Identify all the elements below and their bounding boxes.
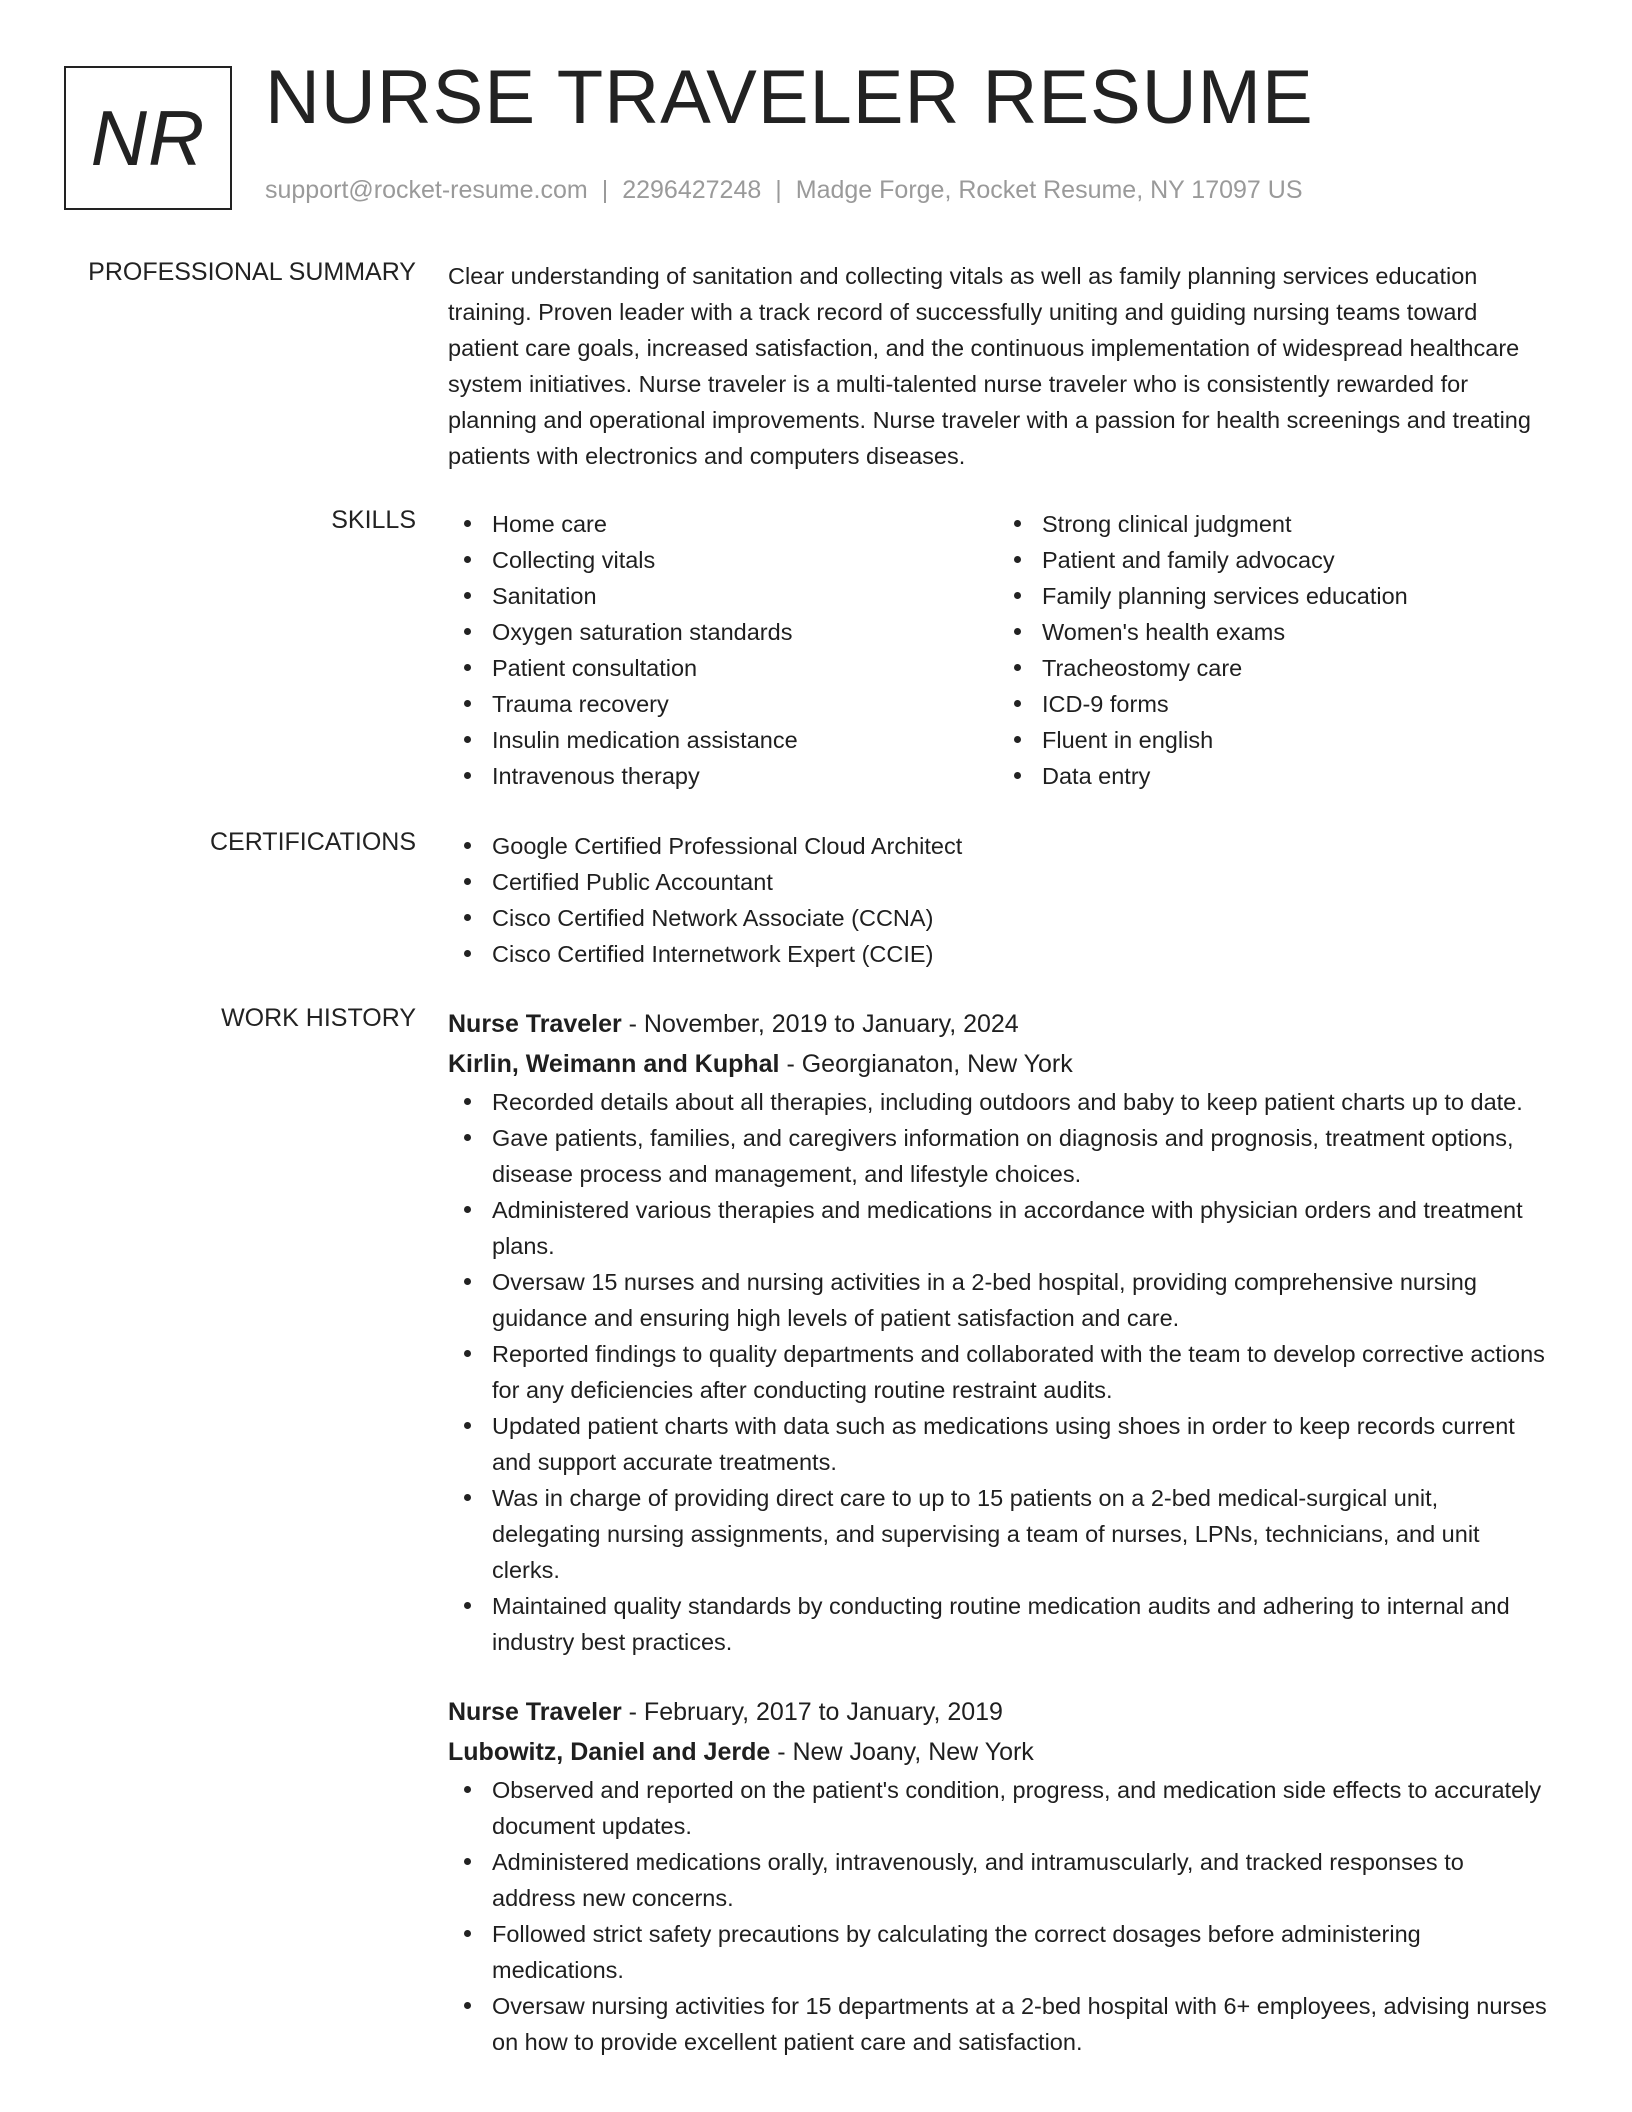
job-duty: Reported findings to quality departments and collaborated with the team to develop corrective actions for any deficiencies after conducting routine restraint audits.: [448, 1336, 1548, 1408]
job-company: Lubowitz, Daniel and Jerde: [448, 1738, 771, 1766]
resume-title: NURSE TRAVELER RESUME: [265, 55, 1314, 140]
job-title-line: [448, 1004, 1548, 1044]
job-title: Nurse Traveler: [448, 1010, 622, 1038]
certification-item: Google Certified Professional Cloud Architect: [448, 828, 1548, 864]
skills-list-left: [448, 506, 998, 794]
skills-list-right: [998, 506, 1548, 794]
skill-item: Intravenous therapy: [448, 758, 998, 794]
job-title-line: [448, 1692, 1548, 1732]
section-label-certifications: CERTIFICATIONS: [209, 828, 416, 856]
summary-text: Clear understanding of sanitation and collecting vitals as well as family planning services education training. Proven leader with a track record of successfully uniting and guiding nursing teams toward patient care goals, increased satisfaction, and the continuous implementation of widespread healthcare system initiatives. Nurse traveler is a multi-talented nurse traveler who is consistently rewarded for planning and operational improvements. Nurse traveler with a passion for health screenings and treating patients with electronics and computers diseases.: [448, 263, 1531, 469]
job-duties-list: [448, 1084, 1548, 1660]
certification-item: Cisco Certified Network Associate (CCNA): [448, 900, 1548, 936]
skill-item: Patient and family advocacy: [998, 542, 1548, 578]
skill-item: Collecting vitals: [448, 542, 998, 578]
skill-item: Oxygen saturation standards: [448, 614, 998, 650]
skill-item: Data entry: [998, 758, 1548, 794]
skill-item: Women's health exams: [998, 614, 1548, 650]
contact-separator: |: [775, 176, 782, 204]
skill-item: Fluent in english: [998, 722, 1548, 758]
contact-separator: |: [601, 176, 609, 204]
job-dates: - February, 2017 to January, 2019: [621, 1698, 1003, 1726]
job-entry: [448, 1004, 1548, 1660]
job-duty: Administered various therapies and medications in accordance with physician orders and treatment plans.: [448, 1192, 1548, 1264]
job-entry: [448, 1692, 1548, 2060]
skill-item: ICD-9 forms: [998, 686, 1548, 722]
job-location: - New Joany, New York: [770, 1738, 1034, 1766]
job-duty: Observed and reported on the patient's condition, progress, and medication side effects to accurately document updates.: [448, 1772, 1548, 1844]
skill-item: Trauma recovery: [448, 686, 998, 722]
skill-item: Home care: [448, 506, 998, 542]
contact-address: Madge Forge, Rocket Resume, NY 17097 US: [795, 176, 1303, 204]
job-duty: Oversaw 15 nurses and nursing activities in a 2-bed hospital, providing comprehensive nursing guidance and ensuring high levels of patient satisfaction and care.: [448, 1264, 1548, 1336]
skill-item: Strong clinical judgment: [998, 506, 1548, 542]
job-dates: - November, 2019 to January, 2024: [621, 1010, 1019, 1038]
job-company: Kirlin, Weimann and Kuphal: [448, 1050, 780, 1078]
skill-item: Tracheostomy care: [998, 650, 1548, 686]
monogram-logo: NR: [64, 66, 232, 210]
job-company-line: [448, 1732, 1548, 1772]
section-label-work-history: WORK HISTORY: [221, 1004, 416, 1032]
certification-item: Cisco Certified Internetwork Expert (CCIE): [448, 936, 1548, 972]
contact-line: [265, 176, 1303, 205]
certification-item: Certified Public Accountant: [448, 864, 1548, 900]
contact-phone[interactable]: 2296427248: [622, 176, 762, 204]
job-location: - Georgianaton, New York: [779, 1050, 1073, 1078]
job-duty: Gave patients, families, and caregivers information on diagnosis and prognosis, treatment options, disease process and management, and lifestyle choices.: [448, 1120, 1548, 1192]
section-label-summary: PROFESSIONAL SUMMARY: [88, 258, 416, 286]
job-duty: Followed strict safety precautions by calculating the correct dosages before administering medications.: [448, 1916, 1548, 1988]
job-duty: Oversaw nursing activities for 15 departments at a 2-bed hospital with 6+ employees, advising nurses on how to provide excellent patient care and satisfaction.: [448, 1988, 1548, 2060]
skill-item: Sanitation: [448, 578, 998, 614]
job-duties-list: [448, 1772, 1548, 2060]
job-duty: Administered medications orally, intravenously, and intramuscularly, and tracked responses to address new concerns.: [448, 1844, 1548, 1916]
skill-item: Family planning services education: [998, 578, 1548, 614]
skill-item: Insulin medication assistance: [448, 722, 998, 758]
contact-email[interactable]: support@rocket-resume.com: [265, 176, 588, 204]
job-company-line: [448, 1044, 1548, 1084]
section-label-skills: SKILLS: [331, 506, 416, 534]
certifications-list: [448, 828, 1548, 972]
job-title: Nurse Traveler: [448, 1698, 622, 1726]
job-duty: Recorded details about all therapies, including outdoors and baby to keep patient charts up to date.: [448, 1084, 1548, 1120]
job-duty: Updated patient charts with data such as medications using shoes in order to keep records current and support accurate treatments.: [448, 1408, 1548, 1480]
skill-item: Patient consultation: [448, 650, 998, 686]
job-duty: Was in charge of providing direct care to up to 15 patients on a 2-bed medical-surgical unit, delegating nursing assignments, and supervising a team of nurses, LPNs, technicians, and unit clerks.: [448, 1480, 1548, 1588]
job-duty: Maintained quality standards by conducting routine medication audits and adhering to internal and industry best practices.: [448, 1588, 1548, 1660]
